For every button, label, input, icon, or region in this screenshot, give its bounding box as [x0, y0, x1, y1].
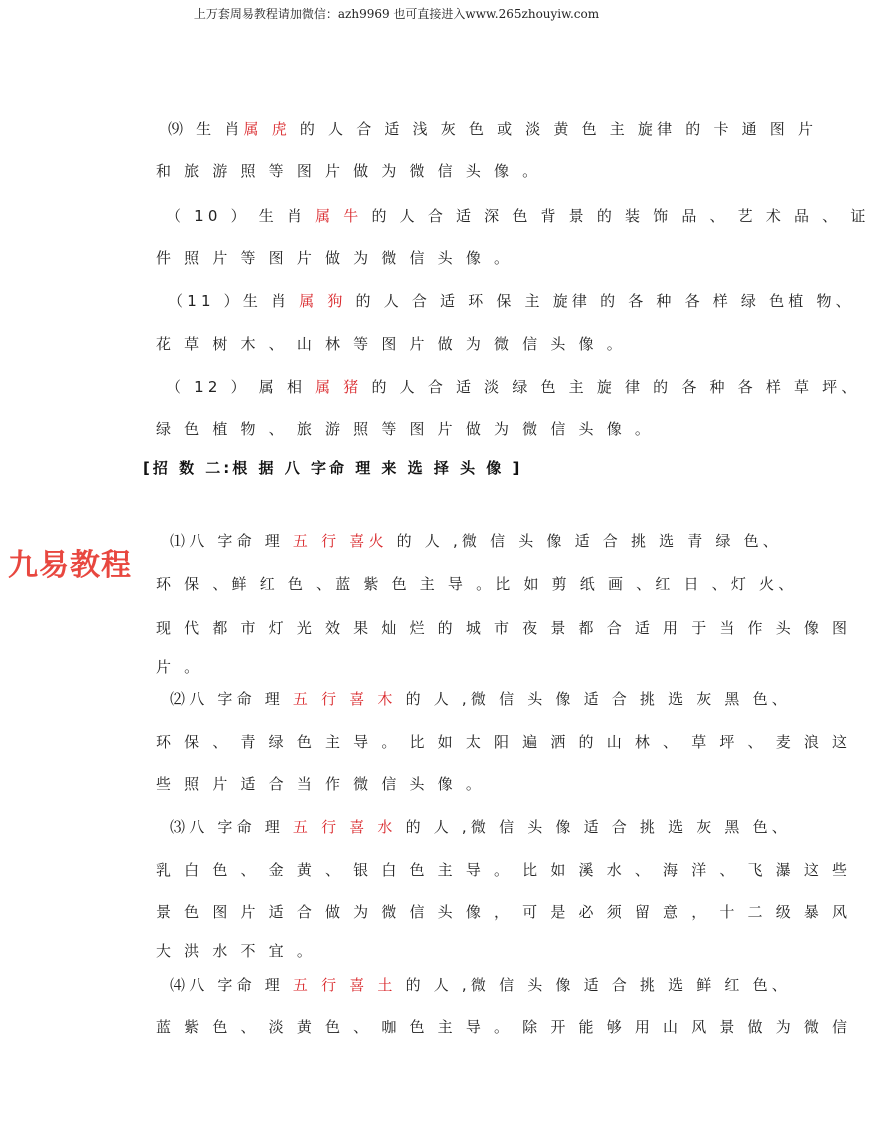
text-segment: ⑷八 字命 理 — [170, 976, 293, 994]
text-segment: 蓝 紫 色 、 淡 黄 色 、 咖 色 主 导 。 除 开 能 够 用 山 风 景 做 为 微 信 — [156, 1018, 852, 1036]
text-line — [156, 731, 851, 752]
text-segment: 的 人 合 适 深 色 背 景 的 装 饰 品 、 艺 术 品 、 证 — [362, 207, 870, 225]
text-line — [170, 816, 791, 837]
text-segment: 和 旅 游 照 等 图 片 做 为 微 信 头 像 。 — [156, 162, 542, 180]
section-title: [招 数 二:根 据 八 字命 理 来 选 择 头 像 ] — [143, 459, 523, 477]
text-line — [156, 418, 654, 439]
page-header — [0, 5, 793, 22]
text-line — [168, 290, 855, 311]
highlight-text: 属 猪 — [315, 378, 363, 396]
header-text: 上万套周易教程请加微信：azh9969 也可直接进入www.265zhouyiw.com — [193, 7, 600, 21]
text-segment: ⑵八 字命 理 — [170, 690, 293, 708]
highlight-text: 属 牛 — [315, 207, 363, 225]
text-segment: 件 照 片 等 图 片 做 为 微 信 头 像 。 — [156, 249, 514, 267]
text-line — [156, 573, 797, 594]
text-segment: ⑴八 字命 理 — [170, 532, 293, 550]
text-segment: 的 人 合 适 环 保 主 旋律 的 各 种 各 样 绿 色植 物、 — [346, 292, 855, 310]
text-line — [156, 773, 485, 794]
watermark-logo: 九易教程 — [8, 548, 132, 583]
text-segment: （ 12 ） 属 相 — [166, 378, 316, 396]
text-segment: 花 草 树 木 、 山 林 等 图 片 做 为 微 信 头 像 。 — [156, 335, 626, 353]
text-segment: 现 代 都 市 灯 光 效 果 灿 烂 的 城 市 夜 景 都 合 适 用 于 当 作 头 像 图 — [156, 619, 852, 637]
text-line — [170, 688, 791, 709]
text-segment: 的 人 合 适 浅 灰 色 或 淡 黄 色 主 旋律 的 卡 通 图 片 — [290, 120, 818, 138]
text-line — [156, 859, 851, 880]
text-line — [166, 205, 870, 226]
text-segment: 环 保 、鲜 红 色 、蓝 紫 色 主 导 。比 如 剪 纸 画 、红 日 、灯 火、 — [156, 575, 798, 593]
text-line — [156, 1016, 851, 1037]
text-segment: 大 洪 水 不 宜 。 — [156, 942, 317, 960]
text-segment: 绿 色 植 物 、 旅 游 照 等 图 片 做 为 微 信 头 像 。 — [156, 420, 655, 438]
text-segment: 环 保 、 青 绿 色 主 导 。 比 如 太 阳 遍 洒 的 山 林 、 草 坪 、 麦 浪 这 — [156, 733, 852, 751]
text-segment: 的 人 合 适 淡 绿 色 主 旋 律 的 各 种 各 样 草 坪、 — [362, 378, 861, 396]
highlight-text: 五 行 喜火 — [292, 532, 388, 550]
text-line — [168, 118, 817, 139]
text-line — [156, 617, 851, 638]
text-line — [156, 656, 203, 677]
text-segment: （ 10 ） 生 肖 — [166, 207, 316, 225]
text-segment: 的 人 ,微 信 头 像 适 合 挑 选 鲜 红 色、 — [396, 976, 791, 994]
text-line — [156, 247, 513, 268]
text-segment: ⑼ 生 肖 — [168, 120, 244, 138]
text-line — [170, 974, 791, 995]
text-line — [166, 376, 861, 397]
highlight-text: 五 行 喜 土 — [292, 976, 397, 994]
highlight-text: 属 狗 — [299, 292, 347, 310]
text-line — [156, 901, 851, 922]
text-segment: 片 。 — [156, 658, 204, 676]
text-segment: （11 ）生 肖 — [168, 292, 300, 310]
text-segment: 些 照 片 适 合 当 作 微 信 头 像 。 — [156, 775, 486, 793]
text-segment: ⑶八 字命 理 — [170, 818, 293, 836]
highlight-text: 属 虎 — [243, 120, 291, 138]
text-line — [156, 333, 626, 354]
text-segment: 的 人 ,微 信 头 像 适 合 挑 选 灰 黑 色、 — [396, 818, 791, 836]
highlight-text: 五 行 喜 木 — [292, 690, 397, 708]
text-line — [156, 160, 541, 181]
text-segment: 乳 白 色 、 金 黄 、 银 白 色 主 导 。 比 如 溪 水 、 海 洋 、 飞 瀑 这 些 — [156, 861, 852, 879]
highlight-text: 五 行 喜 水 — [292, 818, 397, 836]
text-segment: 的 人 ,微 信 头 像 适 合 挑 选 灰 黑 色、 — [396, 690, 791, 708]
text-segment: 景 色 图 片 适 合 做 为 微 信 头 像 ， 可 是 必 须 留 意 ， 十 二 级 暴 风 — [156, 903, 852, 921]
text-line — [156, 940, 316, 961]
text-line — [170, 530, 782, 551]
text-segment: 的 人 ,微 信 头 像 适 合 挑 选 青 绿 色、 — [387, 532, 783, 550]
